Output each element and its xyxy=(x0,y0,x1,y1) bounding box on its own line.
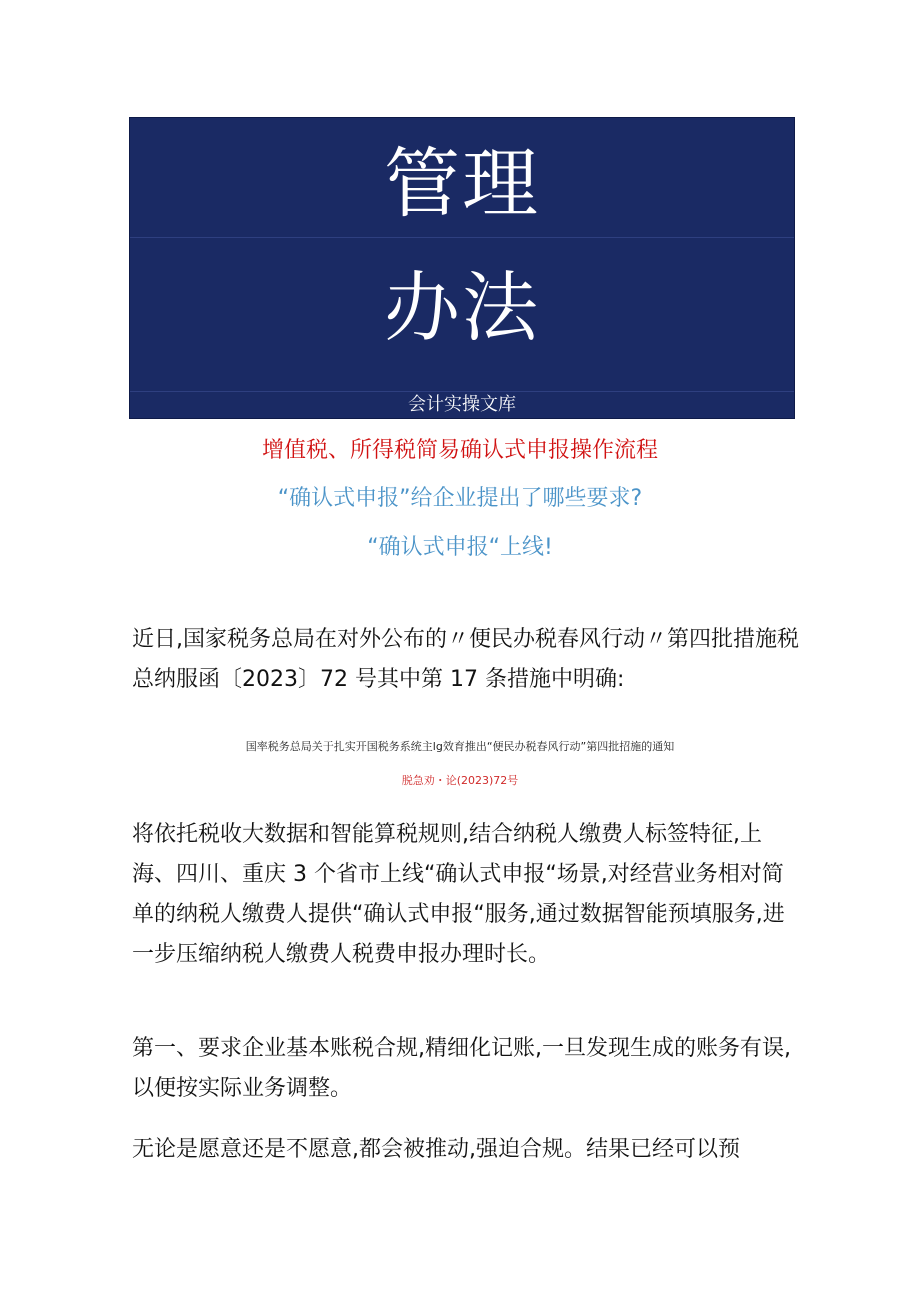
banner-title-line1: 管理 xyxy=(384,139,540,228)
headline-question: “确认式申报”给企业提出了哪些要求? xyxy=(277,486,643,511)
banner-footer-label: 会计实操文库 xyxy=(408,394,516,415)
banner-title-line2: 办法 xyxy=(384,263,540,352)
paragraph-second: 无论是愿意还是不愿意,都会被推动,强迫合规。结果已经可以预 xyxy=(132,1137,740,1162)
notice-title: 国率税务总局关于扎实开国税务系统主lg效育推出“便民办税春风行动”第四批招施的通知 xyxy=(245,740,675,753)
paragraph-intro: 近日,国家税务总局在对外公布的〃便民办税春风行动〃第四批措施税总纳服函〔2023〕72 号其中第 17 条措施中明确: xyxy=(132,627,799,692)
banner-divider xyxy=(130,391,794,392)
headline-red: 增值税、所得税简易确认式申报操作流程 xyxy=(261,438,658,463)
paragraph-measure: 将依托税收大数据和智能算税规则,结合纳税人缴费人标签特征,上海、四川、重庆 3 个省市上线“确认式申报“场景,对经营业务相对简单的纳税人缴费人提供“确认式申报“服务,通过数据智能预填服务,进一步压缩纳税人缴费人税费申报办理时长。 xyxy=(132,822,785,967)
paragraph-first: 第一、要求企业基本账税合规,精细化记账,一旦发现生成的账务有误,以便按实际业务调整。 xyxy=(132,1036,791,1101)
banner-divider xyxy=(130,237,794,238)
headline-launch: “确认式申报“上线! xyxy=(367,535,553,560)
cover-banner xyxy=(129,117,795,419)
notice-code: 脱急劝・论(2023)72号 xyxy=(401,774,519,787)
